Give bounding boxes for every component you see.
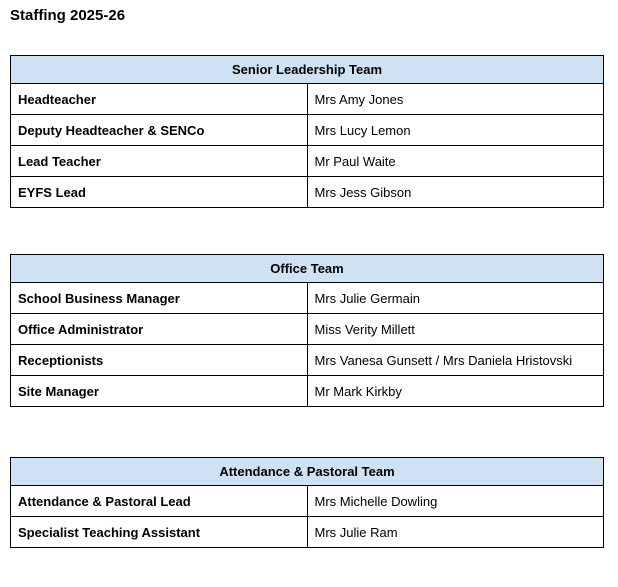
name-cell: Mrs Lucy Lemon [307, 115, 604, 146]
table-row [11, 146, 604, 177]
table-row [11, 345, 604, 376]
table-row [11, 283, 604, 314]
table-row [11, 376, 604, 407]
role-cell: School Business Manager [11, 283, 308, 314]
role-cell: EYFS Lead [11, 177, 308, 208]
senior-leadership-team-table [10, 55, 604, 208]
table-row [11, 314, 604, 345]
attendance-pastoral-team-table [10, 457, 604, 548]
role-cell: Receptionists [11, 345, 308, 376]
name-cell: Miss Verity Millett [307, 314, 604, 345]
role-cell: Site Manager [11, 376, 308, 407]
name-cell: Mrs Amy Jones [307, 84, 604, 115]
name-cell: Mr Paul Waite [307, 146, 604, 177]
name-cell: Mrs Julie Germain [307, 283, 604, 314]
team-header-office: Office Team [11, 255, 604, 283]
role-cell: Deputy Headteacher & SENCo [11, 115, 308, 146]
table-row [11, 486, 604, 517]
role-cell: Specialist Teaching Assistant [11, 517, 308, 548]
team-header-senior-leadership: Senior Leadership Team [11, 56, 604, 84]
page-title: Staffing 2025-26 [10, 7, 126, 24]
table-row [11, 517, 604, 548]
table-header-row [11, 458, 604, 486]
role-cell: Headteacher [11, 84, 308, 115]
role-cell: Lead Teacher [11, 146, 308, 177]
role-cell: Attendance & Pastoral Lead [11, 486, 308, 517]
office-team-table [10, 254, 604, 407]
name-cell: Mrs Jess Gibson [307, 177, 604, 208]
name-cell: Mr Mark Kirkby [307, 376, 604, 407]
table-row [11, 84, 604, 115]
table-header-row [11, 56, 604, 84]
role-cell: Office Administrator [11, 314, 308, 345]
table-row [11, 177, 604, 208]
name-cell: Mrs Vanesa Gunsett / Mrs Daniela Hristovski [307, 345, 604, 376]
team-header-attendance-pastoral: Attendance & Pastoral Team [11, 458, 604, 486]
name-cell: Mrs Julie Ram [307, 517, 604, 548]
table-row [11, 115, 604, 146]
name-cell: Mrs Michelle Dowling [307, 486, 604, 517]
table-header-row [11, 255, 604, 283]
